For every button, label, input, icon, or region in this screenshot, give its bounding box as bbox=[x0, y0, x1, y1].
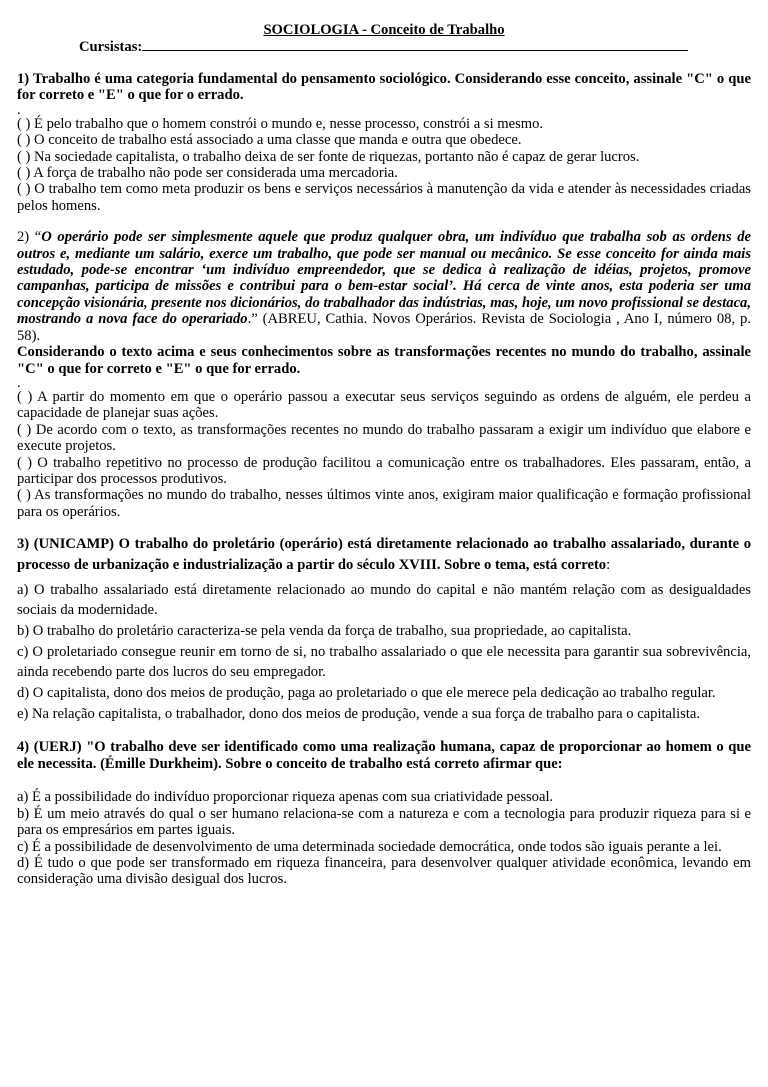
question-3-stem-text: 3) (UNICAMP) O trabalho do proletário (operário) está diretamente relacionado ao trabalho assalariado, durante o processo de urbanização e industrialização a partir do século XVIII. Sobre o tema, está correto bbox=[17, 536, 755, 573]
question-3-stem-end: : bbox=[606, 556, 611, 573]
question-1-stem: 1) Trabalho é uma categoria fundamental do pensamento sociológico. Considerando esse conceito, assinale "C" o que for correto e "E" o que for o errado. bbox=[17, 71, 751, 104]
question-3-option: b) O trabalho do proletário caracteriza-se pela venda da força de trabalho, sua propriedade, ao capitalista. bbox=[17, 622, 632, 639]
question-3-stem bbox=[17, 534, 755, 575]
worksheet-page bbox=[17, 22, 755, 888]
cursistas-blank-line bbox=[142, 38, 688, 51]
question-2-prefix: 2) “ bbox=[17, 229, 42, 246]
question-2-item: ( ) As transformações no mundo do trabalho, nesses últimos vinte anos, exigiram maior qualificação e formação profissional para os operários. bbox=[17, 487, 751, 520]
question-1-item: ( ) A força de trabalho não pode ser considerada uma mercadoria. bbox=[17, 165, 398, 182]
question-1-item: ( ) Na sociedade capitalista, o trabalho deixa de ser fonte de riquezas, portanto não é capaz de gerar lucros. bbox=[17, 148, 640, 165]
question-2-quote: O operário pode ser simplesmente aquele que produz qualquer obra, um indivíduo que trabalha sob as ordens de outros e, mediante um salário, exerce um trabalho, que pode ser manual ou mecânico. Se esse conceito for ainda mais estudado, pode-se encontrar ‘um indivíduo empreendedor, que se dedica à realização de idéias, projetos, promove campanhas, participa de missões e contribui para o bem-estar social’. Há cerca de vinte anos, esta poderia ser uma concepção visionária, presente nos dicionários, do trabalhador das indústrias, mas, hoje, um novo profissional se destaca, mostrando a nova face do operariado bbox=[17, 229, 755, 328]
question-1-item: ( ) O conceito de trabalho está associado a uma classe que manda e outra que obedece. bbox=[17, 132, 522, 149]
question-2-item: ( ) O trabalho repetitivo no processo de produção facilitou a comunicação entre os trabalhadores. Eles passaram, então, a participar dos processos produtivos. bbox=[17, 454, 751, 487]
question-2-dot: . bbox=[17, 374, 21, 391]
question-4-option: c) É a possibilidade de desenvolvimento de uma determinada sociedade democrática, onde todos são iguais perante a lei. bbox=[17, 838, 722, 855]
question-3-option: e) Na relação capitalista, o trabalhador, dono dos meios de produção, vende a sua força de trabalho para o capitalista. bbox=[17, 705, 701, 722]
question-1-item: ( ) É pelo trabalho que o homem constrói o mundo e, nesse processo, constrói a si mesmo. bbox=[17, 115, 544, 132]
question-4-option: a) É a possibilidade do indivíduo proporcionar riqueza apenas com sua criatividade pessoal. bbox=[17, 789, 554, 806]
cursistas-field bbox=[79, 38, 751, 56]
question-3 bbox=[17, 534, 755, 724]
question-2-citation: .” (ABREU, Cathia. Novos Operários. Revista de Sociologia , Ano I, número 08, p. 58). bbox=[17, 311, 755, 344]
question-2-instruction: Considerando o texto acima e seus conhecimentos sobre as transformações recentes no mundo do trabalho, assinale "C" o que for correto e "E" o que for errado. bbox=[17, 344, 751, 377]
question-3-option: a) O trabalho assalariado está diretamente relacionado ao mundo do capital e não mantém relação com as desigualdades sociais da modernidade. bbox=[17, 581, 751, 619]
cursistas-label: Cursistas: bbox=[79, 39, 143, 55]
question-4-stem: 4) (UERJ) "O trabalho deve ser identificado como uma realização humana, capaz de proporcionar ao homem o que ele necessita. (Émille Durkheim). Sobre o conceito de trabalho está correto afirmar que: bbox=[17, 739, 751, 772]
question-3-option: d) O capitalista, dono dos meios de produção, paga ao proletariado o que ele merece pela dedicação ao trabalho regular. bbox=[17, 685, 716, 702]
question-4 bbox=[17, 739, 751, 887]
question-3-option: c) O proletariado consegue reunir em torno de si, no trabalho assalariado o que ele necessita para garantir sua sobrevivência, ainda recebendo parte dos lucros do seu empregador. bbox=[17, 643, 751, 681]
question-2-text bbox=[17, 229, 755, 344]
question-1-item: ( ) O trabalho tem como meta produzir os bens e serviços necessários à manutenção da vida e atender às necessidades criadas pelos homens. bbox=[17, 181, 751, 214]
question-1 bbox=[17, 71, 751, 214]
question-2-item: ( ) A partir do momento em que o operário passou a executar seus serviços seguindo as ordens de alguém, ele perdeu a capacidade de planejar suas ações. bbox=[17, 388, 751, 422]
question-2-item: ( ) De acordo com o texto, as transformações recentes no mundo do trabalho passaram a exigir um indivíduo que elabore e execute projetos. bbox=[17, 421, 751, 455]
question-4-option: d) É tudo o que pode ser transformado em riqueza financeira, para desenvolver qualquer atividade econômica, levando em consideração uma divisão desigual dos lucros. bbox=[17, 854, 751, 888]
question-1-dot: . bbox=[17, 101, 21, 118]
question-4-option: b) É um meio através do qual o ser humano relaciona-se com a natureza e com a tecnologia para produzir riqueza para si e para os empresários em partes iguais. bbox=[17, 805, 751, 839]
question-2 bbox=[17, 229, 755, 520]
page-title: SOCIOLOGIA - Conceito de Trabalho bbox=[263, 22, 505, 38]
